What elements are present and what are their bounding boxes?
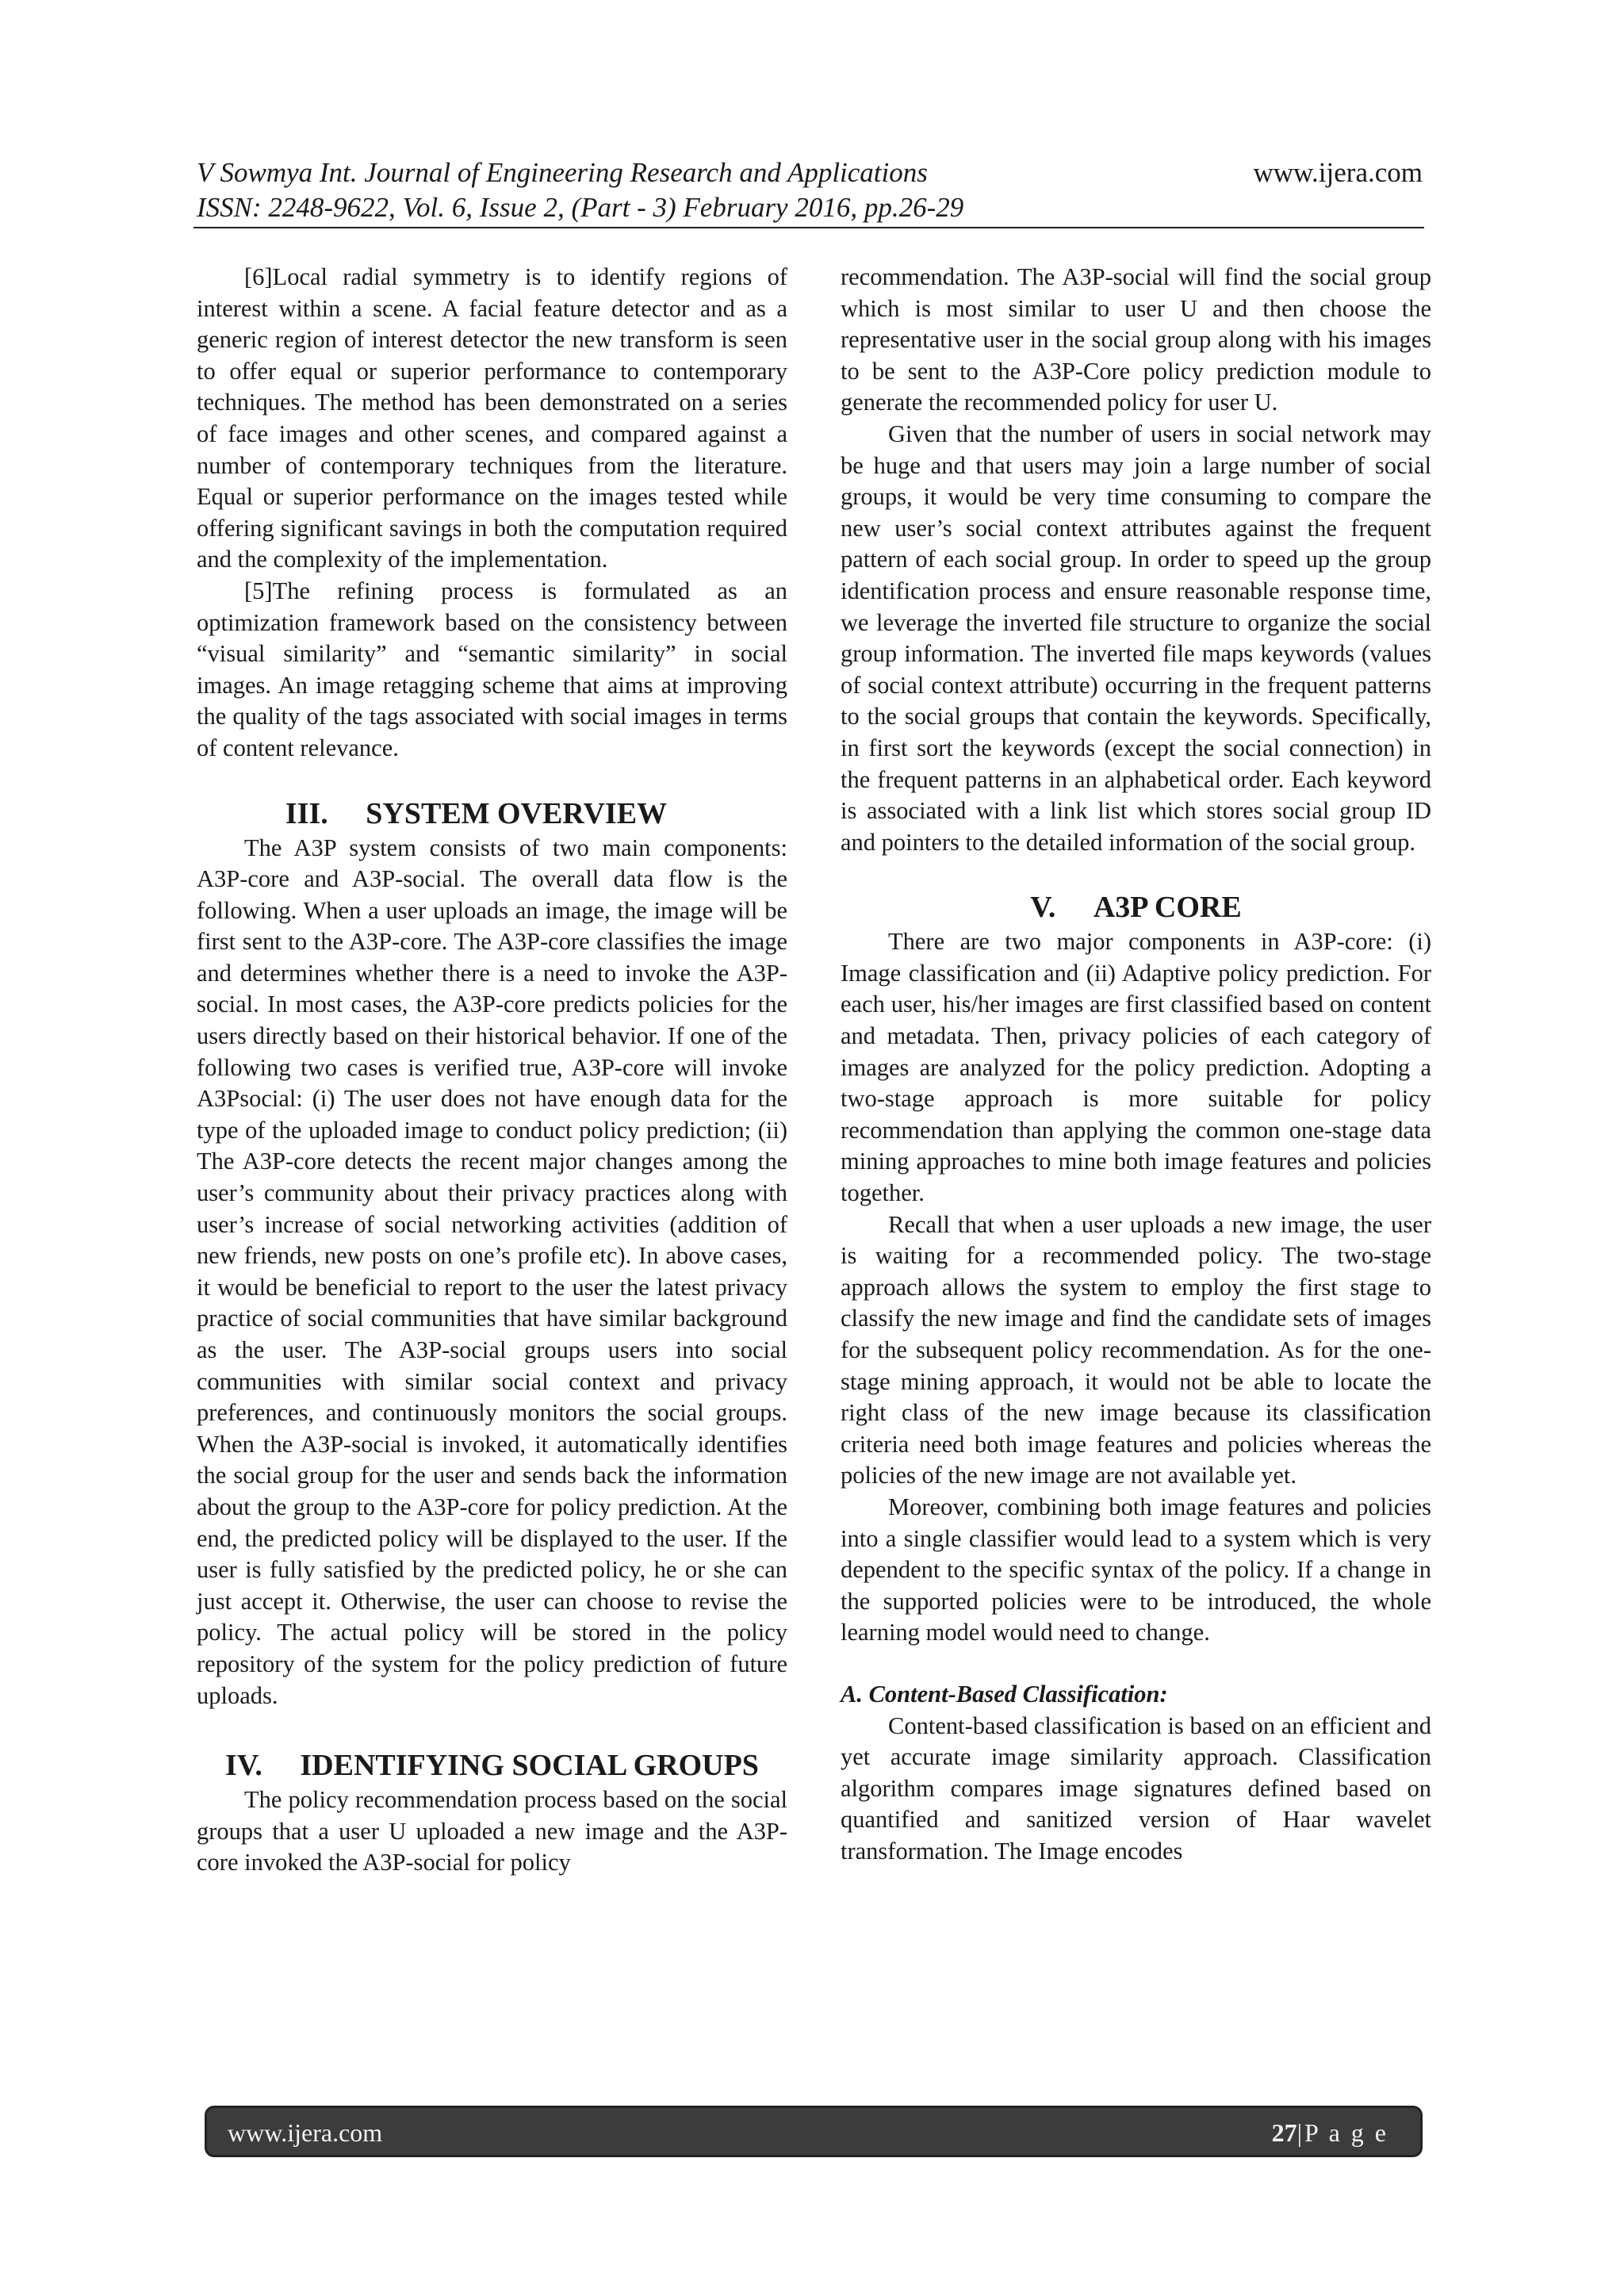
section-heading-a3p-core: V. A3P CORE — [1030, 891, 1242, 925]
body-paragraph: The policy recommendation process based on the social groups that a user U uploaded a new image and the A3P-core invoked the A3P-social for policy — [197, 1786, 787, 1876]
right-column — [841, 262, 1431, 1868]
body-paragraph: The A3P system consists of two main components: A3P-core and A3P-social. The overall data flow is the following. When a user uploads an image, the image will be first sent to the A3P-core. The A3P-core classifies the image and determines whether there is a need to invoke the A3P-social. In most cases, the A3P-core predicts policies for the users directly based on their historical behavior. If one of the following two cases is verified true, A3P-core will invoke A3Psocial: (i) The user does not have enough data for the type of the uploaded image to conduct policy prediction; (ii) The A3P-core detects the recent major changes among the user’s community about their privacy practices along with user’s increase of social networking activities (addition of new friends, new posts on one’s profile etc). In above cases, it would be beneficial to report to the user the latest privacy practice of social communities that have similar background as the user. The A3P-social groups users into social communities with similar social context and privacy preferences, and continuously monitors the social groups. When the A3P-social is invoked, it automatically identifies the social group for the user and sends back the information about the group to the A3P-core for policy prediction. At the end, the predicted policy will be displayed to the user. If the user is fully satisfied by the predicted policy, he or she can just accept it. Otherwise, the user can choose to revise the policy. The actual policy will be stored in the policy repository of the system for the policy prediction of future uploads. — [197, 834, 787, 1709]
journal-website: www.ijera.com — [1253, 157, 1423, 188]
body-paragraph: [6]Local radial symmetry is to identify regions of interest within a scene. A facial feature detector and as a generic region of interest detector the new transform is seen to offer equal or superior performance to contemporary techniques. The method has been demonstrated on a series of face images and other scenes, and compared against a number of contemporary techniques from the literature. Equal or superior performance on the images tested while offering significant savings in both the computation required and the complexity of the implementation. — [197, 263, 787, 573]
page-label: |P a g e — [1297, 2118, 1388, 2147]
journal-citation-line: V Sowmya Int. Journal of Engineering Research and Applications — [197, 157, 928, 188]
body-paragraph: [5]The refining process is formulated as an optimization framework based on the consistency between “visual similarity” and “semantic similarity” in social images. An image retagging scheme that aims at improving the quality of the tags associated with social images in terms of content relevance. — [197, 577, 787, 761]
footer-website: www.ijera.com — [228, 2118, 383, 2147]
section-heading-system-overview: III. SYSTEM OVERVIEW — [285, 796, 668, 830]
page-number: 27 — [1271, 2118, 1297, 2147]
body-paragraph: Moreover, combining both image features and policies into a single classifier would lead to a system which is very dependent to the specific syntax of the policy. If a change in the supported policies were to be introduced, the whole learning model would need to change. — [841, 1493, 1431, 1646]
body-paragraph: Given that the number of users in social network may be huge and that users may join a large number of social groups, it would be very time consuming to compare the new user’s social context attributes against the frequent pattern of each social group. In order to speed up the group identification process and ensure reasonable response time, we leverage the inverted file structure to organize the social group information. The inverted file maps keywords (values of social context attribute) occurring in the frequent patterns to the social groups that contain the keywords. Specifically, in first sort the keywords (except the social connection) in the frequent patterns in an alphabetical order. Each keyword is associated with a link list which stores social group ID and pointers to the detailed information of the social group. — [841, 420, 1431, 856]
section-heading-identifying-social-groups: IV. IDENTIFYING SOCIAL GROUPS — [225, 1749, 759, 1783]
issn-line: ISSN: 2248-9622, Vol. 6, Issue 2, (Part - 3) February 2016, pp.26-29 — [197, 192, 964, 223]
header-divider — [193, 227, 1424, 228]
body-paragraph: Recall that when a user uploads a new image, the user is waiting for a recommended policy. The two-stage approach allows the system to employ the first stage to classify the new image and find the candidate sets of images for the subsequent policy recommendation. As for the one-stage mining approach, it would not be able to locate the right class of the new image because its classification criteria need both image features and policies whereas the policies of the new image are not available yet. — [841, 1210, 1431, 1489]
left-column — [197, 262, 787, 1879]
body-paragraph: recommendation. The A3P-social will find the social group which is most similar to user U and then choose the representative user in the social group along with his images to be sent to the A3P-Core policy prediction module to generate the recommended policy for user U. — [841, 263, 1431, 416]
footer-page-indicator — [1272, 2118, 1388, 2148]
page-footer — [205, 2106, 1423, 2157]
subsection-heading-content-based-classification: A. Content-Based Classification: — [841, 1680, 1168, 1708]
body-paragraph: There are two major components in A3P-core: (i) Image classification and (ii) Adaptive policy prediction. For each user, his/her images are first classified based on content and metadata. Then, privacy policies of each category of images are analyzed for the policy prediction. Adopting a two-stage approach is more suitable for policy recommendation than applying the common one-stage data mining approaches to mine both image features and policies together. — [841, 928, 1431, 1207]
body-paragraph: Content-based classification is based on an efficient and yet accurate image similarity approach. Classification algorithm compares image signatures defined based on quantified and sanitized version of Haar wavelet transformation. The Image encodes — [841, 1711, 1431, 1865]
running-header — [197, 155, 1423, 225]
